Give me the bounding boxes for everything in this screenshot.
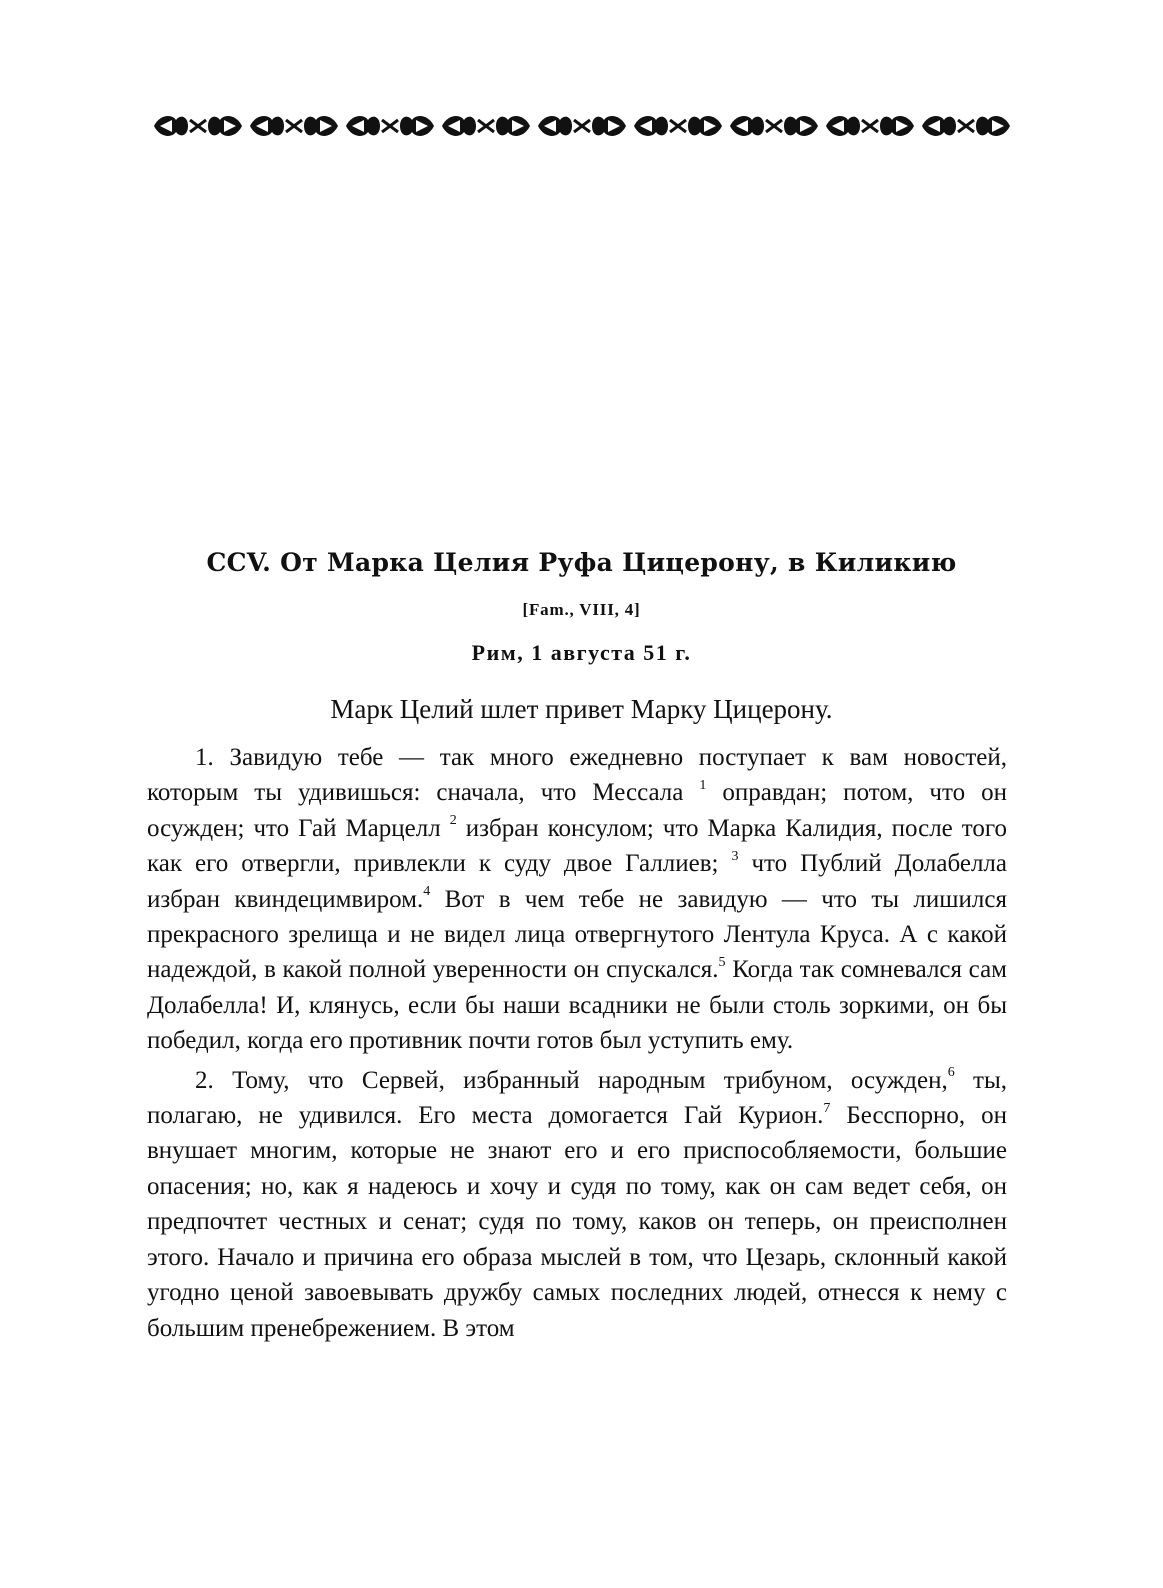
footnote-marker: 7	[823, 1100, 831, 1116]
footnote-marker: 2	[449, 813, 457, 829]
ornament-unit-icon	[154, 116, 242, 136]
text-run: Когда так сомневался сам Долабелла! И, клянусь, если бы наши всадники не были столь зоркими, он бы победил, когда его противник почти готов был уступить ему.	[147, 956, 1007, 1055]
ornament-unit-icon	[922, 116, 1010, 136]
paragraph	[147, 1063, 1007, 1346]
ornament-unit-icon	[538, 116, 626, 136]
text-run: оправдан; потом, что он осужден; что Гай Марцелл	[147, 779, 1007, 842]
letter-title: CCV. От Марка Целия Руфа Цицерону, в Киликию	[206, 548, 957, 577]
text-run: что Публий Долабелла избран квиндецимвиром.	[147, 850, 1007, 913]
footnote-marker: 6	[947, 1065, 955, 1081]
footnote-marker: 3	[731, 848, 739, 864]
ornament-unit-icon	[346, 116, 434, 136]
letter-body	[147, 740, 1007, 1346]
footnote-marker: 5	[718, 955, 726, 971]
text-run: ты, полагаю, не удивился. Его места домогается Гай Курион.	[147, 1066, 1007, 1130]
ornament-unit-icon	[250, 116, 338, 136]
footnote-marker: 1	[699, 778, 707, 794]
letter-date: Рим, 1 августа 51 г.	[471, 640, 692, 665]
text-run: Бесспорно, он внушает многим, которые не знают его и его приспособляемости, большие опасения; но, как я надеюсь и хочу и судя по тому, как он сам ведет себя, он предпочтет честных и сенат; судя по тому, каков он теперь, он преисполнен этого. Начало и причина его образа мыслей в том, что Цезарь, склонный какой угодно ценой завоевывать дружбу самых последних людей, отнесся к нему с большим пренебрежением. В этом	[147, 1102, 1007, 1342]
ornament-unit-icon	[442, 116, 530, 136]
ornament-unit-icon	[634, 116, 722, 136]
text-run: Вот в чем тебе не завидую — что ты лишился прекрасного зрелища и не видел лица отвергнутого Лентула Круса. А с какой надеждой, в какой полной уверенности он спускался.	[147, 885, 1007, 984]
text-run: 1. Завидую тебе — так много ежедневно поступает к вам новостей, которым ты удивишься: сначала, что Мессала	[147, 744, 1007, 807]
decorative-border-icon	[150, 108, 1022, 144]
ornament-unit-icon	[826, 116, 914, 136]
text-run: 2. Тому, что Сервей, избранный народным трибуном, осужден,	[195, 1066, 948, 1094]
footnote-marker: 4	[423, 884, 431, 900]
ornament-unit-icon	[730, 116, 818, 136]
text-run: избран консулом; что Марка Калидия, после того как его отвергли, привлекли к суду двое Галлиев;	[147, 814, 1007, 878]
source-reference: [Fam., VIII, 4]	[522, 600, 641, 619]
letter-greeting: Марк Целий шлет привет Марку Цицерону.	[330, 694, 833, 724]
paragraph	[147, 740, 1007, 1059]
